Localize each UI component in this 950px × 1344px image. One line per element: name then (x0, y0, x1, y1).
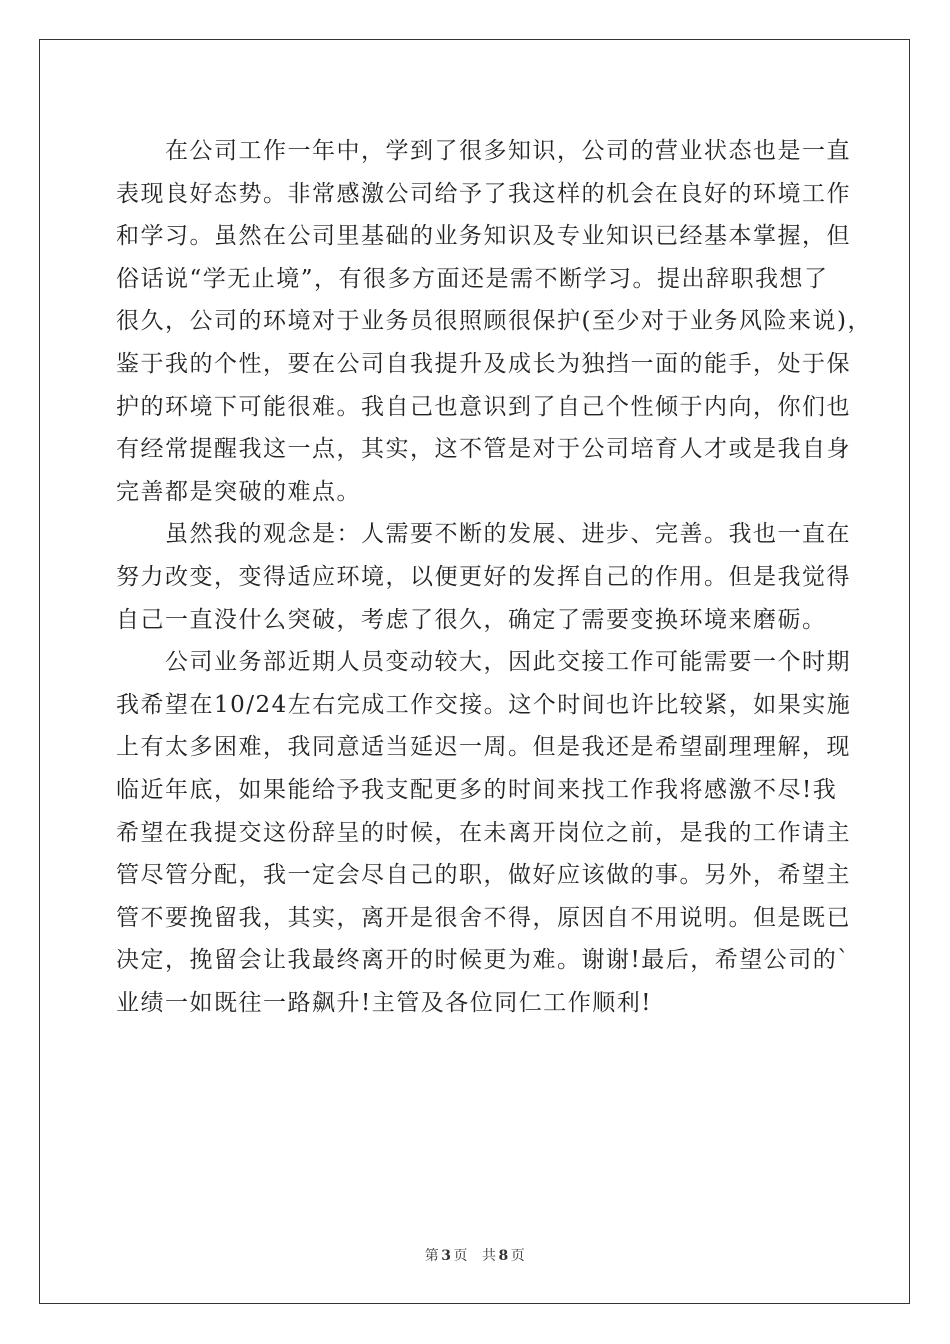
text-line: 临近年底，如果能给予我支配更多的时间来找工作我将感激不尽!我 (116, 776, 838, 803)
text-line: 有经常提醒我这一点，其实，这不管是对于公司培育人才或是我自身 (116, 436, 851, 463)
text-line: 业绩一如既往一路飙升!主管及各位同仁工作顺利! (116, 989, 652, 1016)
text-line: 自己一直没什么突破，考虑了很久，确定了需要变换环境来磨砺。 (116, 606, 827, 633)
text-line: 希望在我提交这份辞呈的时候，在未离开岗位之前，是我的工作请主 (116, 819, 851, 846)
text-line: 完善都是突破的难点。 (116, 478, 361, 505)
document-body (116, 130, 872, 1024)
text-line: 我希望在10/24左右完成工作交接。这个时间也许比较紧，如果实施 (116, 691, 852, 718)
text-line: 俗话说“学无止境”，有很多方面还是需不断学习。提出辞职我想了 (116, 265, 829, 292)
text-line: 鉴于我的个性，要在公司自我提升及成长为独挡一面的能手，处于保 (116, 350, 851, 377)
paragraph-2 (116, 513, 851, 641)
text-line: 护的环境下可能很难。我自己也意识到了自己个性倾于内向，你们也 (116, 393, 851, 420)
current-page-number: 3 (441, 1248, 452, 1264)
total-page-number: 8 (498, 1248, 509, 1264)
text-line: 在公司工作一年中，学到了很多知识，公司的营业状态也是一直 (165, 138, 851, 164)
text-line: 上有太多困难，我同意适当延迟一周。但是我还是希望副理理解，现 (116, 734, 851, 761)
text-line: 管不要挽留我，其实，离开是很舍不得，原因自不用说明。但是既已 (116, 904, 851, 931)
text-line: 努力改变，变得适应环境，以便更好的发挥自己的作用。但是我觉得 (116, 563, 851, 590)
text-line: 管尽管分配，我一定会尽自己的职，做好应该做的事。另外，希望主 (116, 862, 851, 889)
footer-total-prefix: 共 (482, 1248, 497, 1264)
paragraph-3 (116, 641, 852, 1024)
text-line: 和学习。虽然在公司里基础的业务知识及专业知识已经基本掌握，但 (116, 223, 851, 250)
text-line: 虽然我的观念是：人需要不断的发展、进步、完善。我也一直在 (165, 521, 851, 548)
text-line: 很久，公司的环境对于业务员很照顾很保护(至少对于业务风险来说)， (116, 308, 872, 335)
paragraph-1 (116, 130, 872, 513)
text-line: 表现良好态势。非常感激公司给予了我这样的机会在良好的环境工作 (116, 180, 851, 207)
footer-page-suffix: 页 (453, 1248, 468, 1264)
footer-prefix: 第 (424, 1248, 440, 1264)
text-line: 决定，挽留会让我最终离开的时候更为难。谢谢!最后，希望公司的` (116, 947, 851, 974)
footer-total-suffix: 页 (510, 1248, 526, 1264)
page-footer (0, 1245, 950, 1265)
text-line: 公司业务部近期人员变动较大，因此交接工作可能需要一个时期 (165, 649, 851, 676)
